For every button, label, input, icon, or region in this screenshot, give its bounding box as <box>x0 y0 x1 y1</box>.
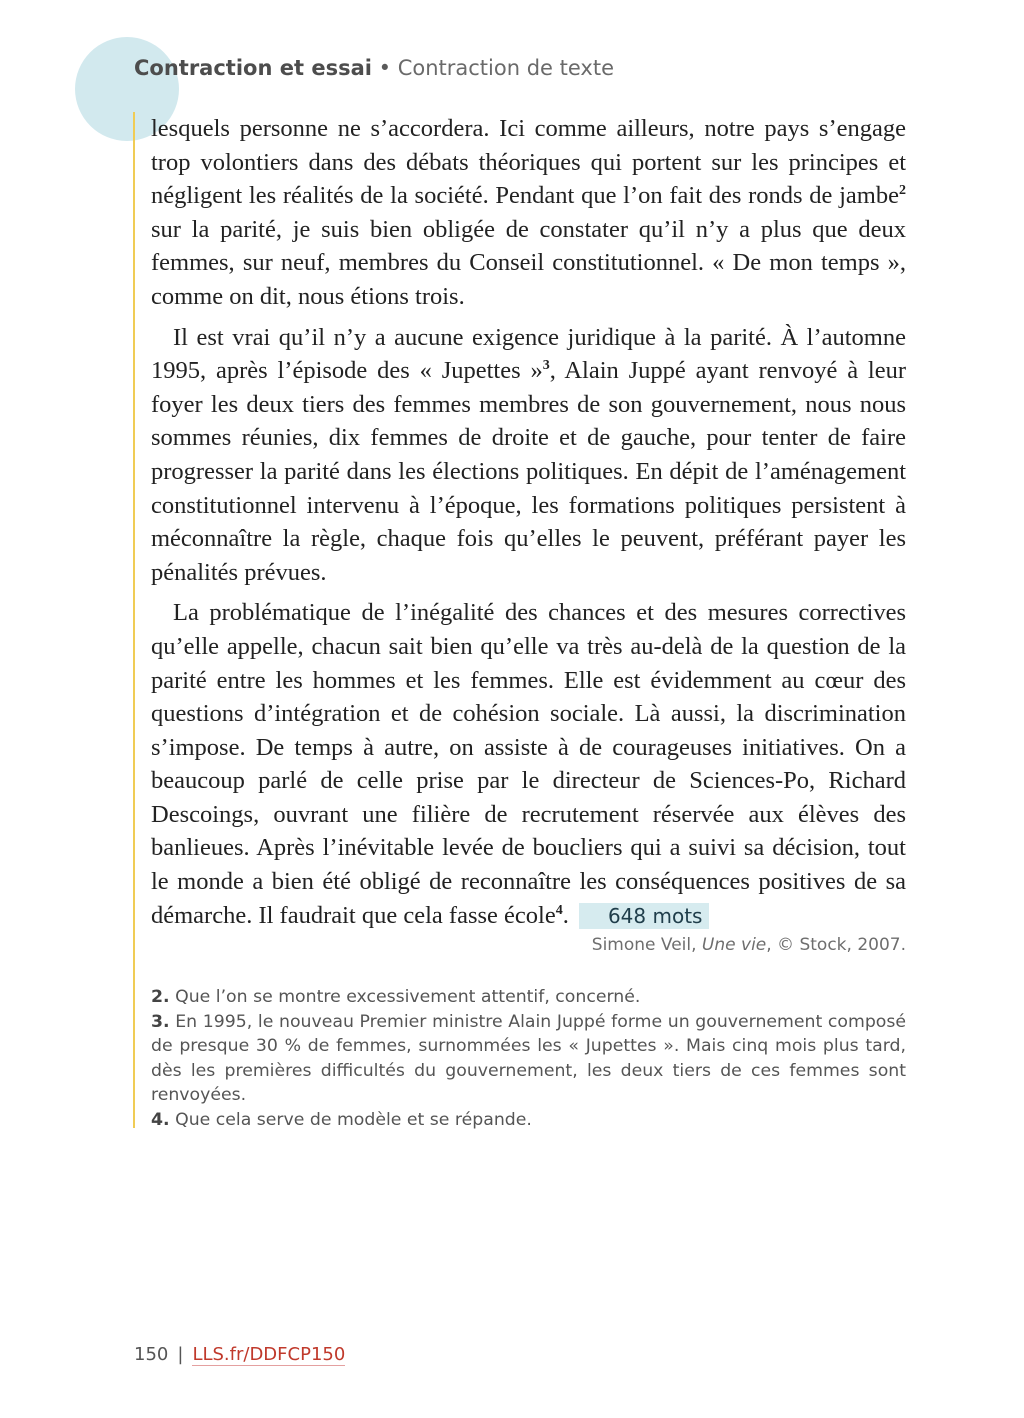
footer-separator: | <box>177 1344 184 1365</box>
footnote-2 <box>151 985 906 1010</box>
page-header <box>134 56 614 80</box>
footnote-4 <box>151 1108 906 1133</box>
paragraph-text: Il est vrai qu’il n’y a aucune exigence juridique à la parité. À l’automne 1995, après l’épisode des « Jupettes » <box>151 323 906 385</box>
footnote-number: 4. <box>151 1109 170 1130</box>
footnote-3 <box>151 1010 906 1108</box>
source-title: Une vie <box>701 935 767 955</box>
paragraph-2 <box>151 321 906 590</box>
header-section: Contraction et essai <box>134 56 372 80</box>
source-rest: , © Stock, 2007. <box>766 935 906 955</box>
footnote-ref-3: 3 <box>542 358 550 374</box>
resource-link[interactable]: LLS.fr/DDFCP150 <box>192 1344 346 1365</box>
source-author: Simone Veil, <box>591 935 702 955</box>
margin-rule <box>133 112 135 1128</box>
main-text <box>151 112 906 939</box>
paragraph-text: lesquels personne ne s’accordera. Ici comme ailleurs, notre pays s’engage trop volontiers dans des débats théoriques qui portent sur les principes et négligent les réalités de la société. Pendant que l’on fait des ronds de jambe <box>151 115 906 210</box>
footnote-number: 3. <box>151 1011 170 1032</box>
paragraph-text: sur la parité, je suis bien obligée de constater qu’il n’y a plus que deux femmes, sur neuf, membres du Conseil constitutionnel. « De mon temps », comme on dit, nous étions trois. <box>151 215 906 310</box>
page-number: 150 <box>134 1344 169 1365</box>
paragraph-text: , Alain Juppé ayant renvoyé à leur foyer les deux tiers des femmes membres de son gouvernement, nous nous sommes réunies, dix femmes de droite et de gauche, pour tenter de faire progresser la parité dans les élections politiques. En dépit de l’aménagement constitutionnel intervenu à l’époque, les formations politiques persistent à méconnaître la règle, chaque fois qu’elles le peuvent, préférant payer les pénalités prévues. <box>151 357 907 586</box>
footnotes <box>151 985 906 1133</box>
footnote-number: 2. <box>151 987 170 1007</box>
header-separator: • <box>378 56 392 80</box>
paragraph-3 <box>151 596 906 932</box>
paragraph-text: . <box>562 901 569 929</box>
source-citation <box>151 935 906 955</box>
paragraph-1 <box>151 112 906 314</box>
paragraph-text: La problématique de l’inégalité des chances et des mesures correctives qu’elle appelle, chacun sait bien qu’elle va très au-delà de la question de la parité entre les hommes et les femmes. Elle est évidemment au cœur des questions d’intégration et de cohésion sociale. Là aussi, la discrimination s’impose. De temps à autre, on assiste à de courageuses initiatives. On a beaucoup parlé de celle prise par le directeur de Sciences-Po, Richard Descoings, ouvrant une filière de recrutement réservée aux élèves des banlieues. Après l’inévitable levée de boucliers qui a suivi sa décision, tout le monde a bien été obligé de reconnaître les conséquences positives de sa démarche. Il faudrait que cela fasse école <box>151 599 906 929</box>
word-count-badge: 648 mots <box>579 903 710 929</box>
header-subsection: Contraction de texte <box>397 56 614 80</box>
footnote-text: Que cela serve de modèle et se répande. <box>169 1109 532 1130</box>
footnote-text: En 1995, le nouveau Premier ministre Alain Juppé forme un gouvernement composé de presque 30 % de femmes, surnommées les « Jupettes ». Mais cinq mois plus tard, dès les premières difficultés du gouvernement, les deux tiers de ces femmes sont renvoyées. <box>151 1011 906 1106</box>
footnote-text: Que l’on se montre excessivement attentif, concerné. <box>169 987 641 1007</box>
page-footer <box>134 1344 345 1365</box>
footnote-ref-2: 2 <box>899 183 906 199</box>
footnote-ref-4: 4 <box>555 902 563 918</box>
